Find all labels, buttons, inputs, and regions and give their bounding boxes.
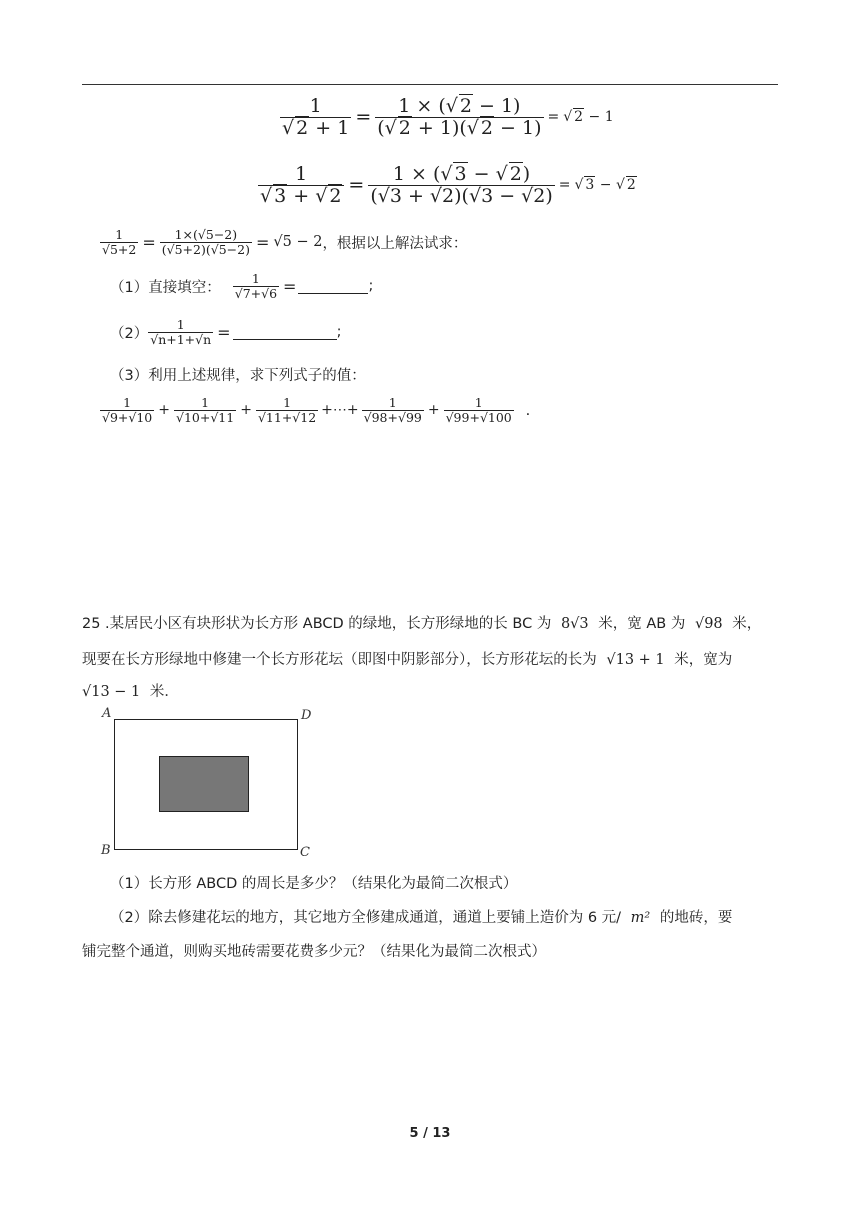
header-rule xyxy=(82,84,778,85)
eq2-rhs: √ 3 − √ 2 xyxy=(574,177,636,194)
q1-label: （1）直接填空： xyxy=(110,279,221,296)
q2-label: （2） xyxy=(110,325,149,342)
eq3-rhs: √5 − 2 xyxy=(273,234,323,251)
eq1-mid-fraction: $\frac{1 \times (√ 2 - 1)}{(√ 2 + 1)(√ 2 - 1)}$ xyxy=(377,95,542,139)
question-3-series: $\frac{1}{√9+√10}$ + $\frac{1}{√10+√11}$ + $\frac{1}{√11+√12}$ +⋯+ $\frac{1}{√98+√99}$ + $\frac{1}{√99+√100}$ ． xyxy=(102,395,540,425)
eq1-lhs-fraction: $\frac{1}{√ 2 + 1}$ xyxy=(282,95,350,139)
eq3-lhs-fraction: $\frac{1}{√5+2}$ xyxy=(102,227,137,257)
sub-question-2-line-2: 铺完整个通道，则购买地砖需要花费多少元？（结果化为最简二次根式） xyxy=(82,944,546,960)
sub-question-2-line-1: （2）除去修建花坛的地方，其它地方全修建成通道，通道上要铺上造价为 6 元/ m² 的地砖，要 xyxy=(110,910,733,926)
q1-answer-blank[interactable] xyxy=(298,279,368,294)
series-ellipsis: +⋯+ xyxy=(321,402,359,419)
equation-2: $\frac{1}{√ 3 + √ 2}$ = $\frac{1 \times (√ 3 - √ 2)}{(√3 + √2)(√3 - √2)}$ = √ 3 − √ 2 xyxy=(260,163,636,207)
sub-question-1: （1）长方形 ABCD 的周长是多少？（结果化为最简二次根式） xyxy=(110,876,518,892)
flower-bed-shaded xyxy=(159,756,249,812)
problem-25-line-2: 现要在长方形绿地中修建一个长方形花坛（即图中阴影部分），长方形花坛的长为 √13 + 1 米，宽为 xyxy=(82,652,733,668)
series-term: $\frac{1}{√11+√12}$ xyxy=(257,395,317,425)
q1-fraction: $\frac{1}{√7+√6}$ xyxy=(234,271,278,301)
eq2-mid-fraction: $\frac{1 \times (√ 3 - √ 2)}{(√3 + √2)(√3 - √2)}$ xyxy=(370,163,553,207)
series-term: $\frac{1}{√10+√11}$ xyxy=(176,395,235,425)
corner-label-c: C xyxy=(300,845,310,860)
eq1-rhs: √ 2 − 1 xyxy=(563,109,614,126)
corner-label-b: B xyxy=(101,843,111,858)
page-number: 5 / 13 xyxy=(409,1126,451,1141)
series-term: $\frac{1}{√98+√99}$ xyxy=(363,395,422,425)
question-3-label: （3）利用上述规律，求下列式子的值： xyxy=(110,368,366,384)
series-term: $\frac{1}{√99+√100}$ xyxy=(445,395,512,425)
equation-3: $\frac{1}{√5+2}$ = $\frac{1\times(√5-2)}{(√5+2)(√5-2)}$ = √5 − 2 ，根据以上解法试求： xyxy=(102,227,468,257)
equation-1: $\frac{1}{√ 2 + 1}$ = $\frac{1 \times (√ 2 - 1)}{(√ 2 + 1)(√ 2 - 1)}$ = √ 2 − 1 xyxy=(282,95,614,139)
eq3-mid-fraction: $\frac{1\times(√5-2)}{(√5+2)(√5-2)}$ xyxy=(161,227,250,257)
corner-label-a: A xyxy=(102,706,112,721)
series-term: $\frac{1}{√9+√10}$ xyxy=(102,395,153,425)
problem-25-line-1: 25 .某居民小区有块形状为长方形 ABCD 的绿地，长方形绿地的长 BC 为 8√3 米，宽 AB 为 √98 米， xyxy=(82,616,762,632)
eq2-lhs-fraction: $\frac{1}{√ 3 + √ 2}$ xyxy=(258,164,344,207)
problem-25-line-3: √13 − 1 米． xyxy=(82,684,179,700)
q2-fraction: $\frac{1}{√n+1+√n}$ xyxy=(150,317,212,347)
corner-label-d: D xyxy=(301,708,312,723)
eq3-tail: ，根据以上解法试求： xyxy=(322,235,468,252)
question-2: （2） $\frac{1}{√n+1+√n}$ = ; xyxy=(110,317,342,347)
q2-answer-blank[interactable] xyxy=(233,325,337,340)
question-1: （1）直接填空： $\frac{1}{√7+√6}$ = ; xyxy=(110,271,374,301)
